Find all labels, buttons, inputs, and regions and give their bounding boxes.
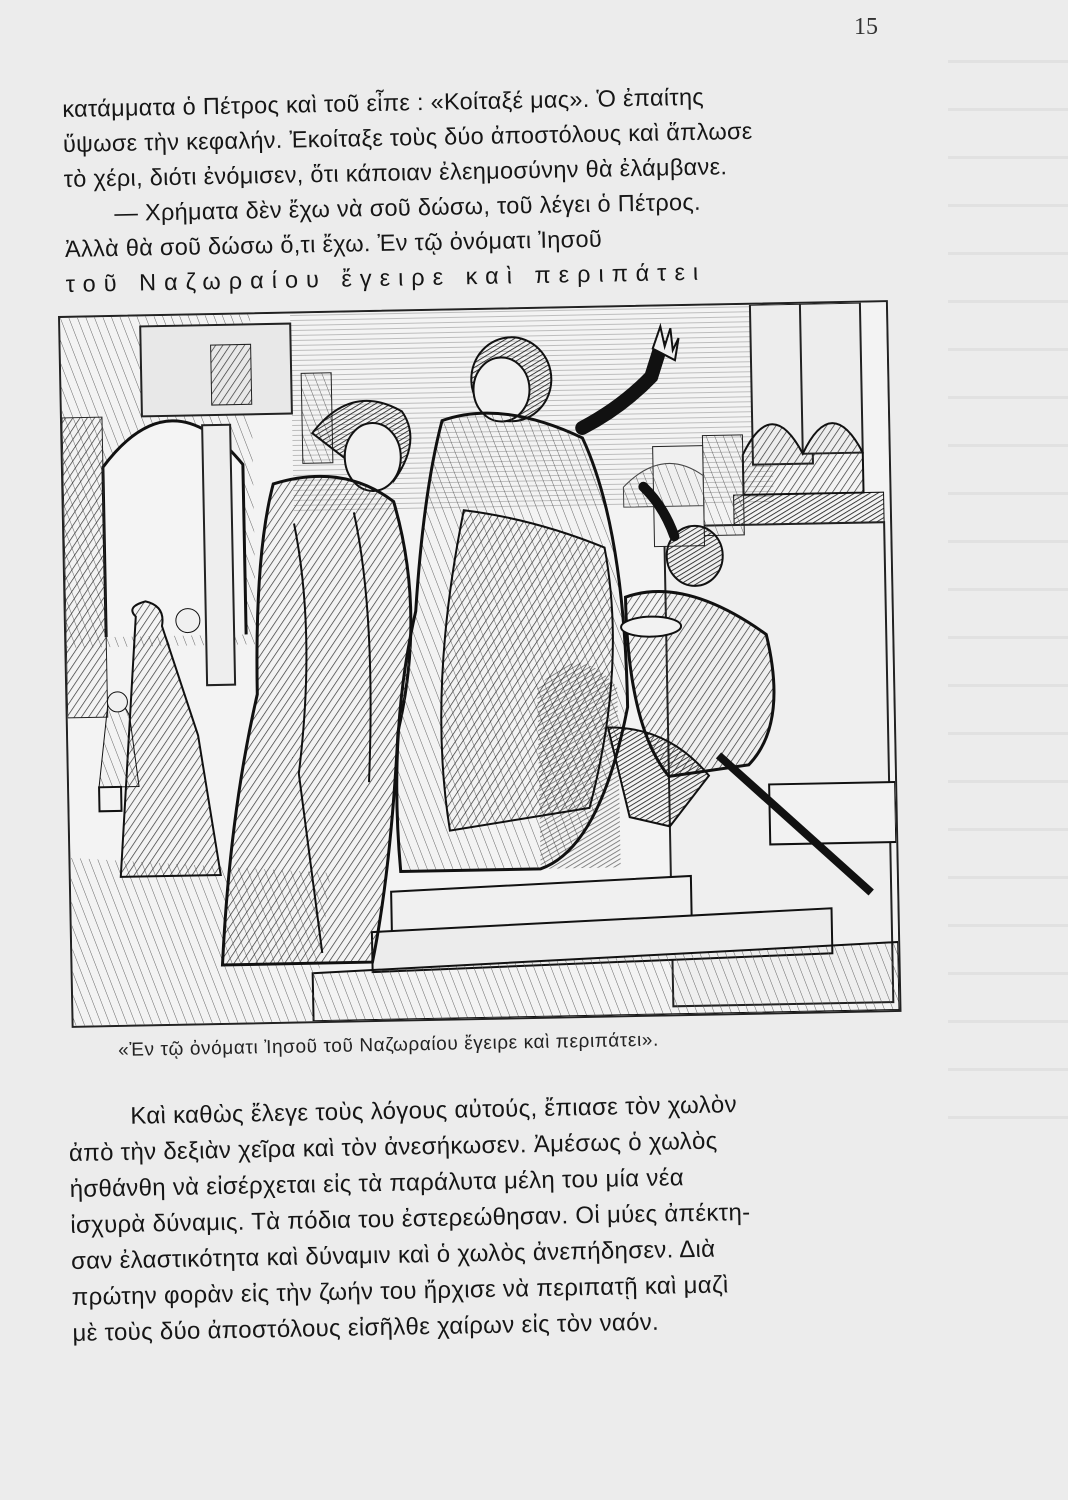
bleed-through-texture — [948, 30, 1068, 1130]
text-line: ἠσθάνθη νὰ εἰσέρχεται εἰς τὰ παράλυτα μέλη του μία νέα — [69, 1164, 685, 1203]
figure-caption: «Ἐν τῷ ὀνόματι Ἰησοῦ τοῦ Ναζωραίου ἔγειρε καὶ περιπάτει». — [118, 1029, 660, 1061]
paragraph-top — [62, 76, 896, 302]
text-line: κατάμματα ὁ Πέτρος καὶ τοῦ εἶπε : «Κοίταξέ μας». Ὁ ἐπαίτης — [62, 83, 705, 122]
engraving-illustration — [58, 300, 902, 1028]
engraving-drawing — [60, 302, 899, 1026]
text-line: μὲ τοὺς δύο ἀποστόλους εἰσῆλθε χαίρων εἰς τὸν ναόν. — [72, 1308, 660, 1347]
text-line: ἀπὸ τὴν δεξιὰν χεῖρα καὶ τὸν ἀνεσήκωσεν. Ἀμέσως ὁ χωλὸς — [68, 1127, 718, 1167]
text-line: ἰσχυρὰ δύναμις. Τὰ πόδια του ἐστερεώθησαν. Οἱ μύες ἀπέκτη- — [70, 1198, 751, 1239]
page-number: 15 — [854, 14, 878, 40]
text-line: πρώτην φορὰν εἰς τὴν ζωήν του ἤρχισε νὰ περιπατῇ καὶ μαζὶ — [71, 1271, 729, 1311]
text-line-emphasis: τοῦ Ναζωραίου ἔγειρε καὶ περιπάτει — [65, 258, 707, 297]
text-line: Ἀλλὰ θὰ σοῦ δώσω ὅ,τι ἔχω. Ἐν τῷ ὀνόματι Ἰησοῦ — [64, 225, 603, 262]
paragraph-bottom — [68, 1084, 903, 1352]
text-line: Καὶ καθὼς ἔλεγε τοὺς λόγους αὐτούς, ἔπιασε τὸν χωλὸν — [130, 1091, 738, 1130]
text-line: σαν ἐλαστικότητα καὶ δύναμιν καὶ ὁ χωλὸς ἀνεπήδησεν. Διὰ — [70, 1235, 716, 1275]
text-line: ὕψωσε τὴν κεφαλήν. Ἐκοίταξε τοὺς δύο ἀποστόλους καὶ ἅπλωσε — [62, 117, 753, 157]
text-line-dialogue: — Χρήματα δὲν ἔχω νὰ σοῦ δώσω, τοῦ λέγει ὁ Πέτρος. — [114, 188, 702, 227]
text-line: τὸ χέρι, διότι ἐνόμισεν, ὅτι κάποιαν ἐλεημοσύνην θὰ ἐλάμβανε. — [63, 153, 728, 192]
doorway-shadow — [537, 662, 621, 868]
